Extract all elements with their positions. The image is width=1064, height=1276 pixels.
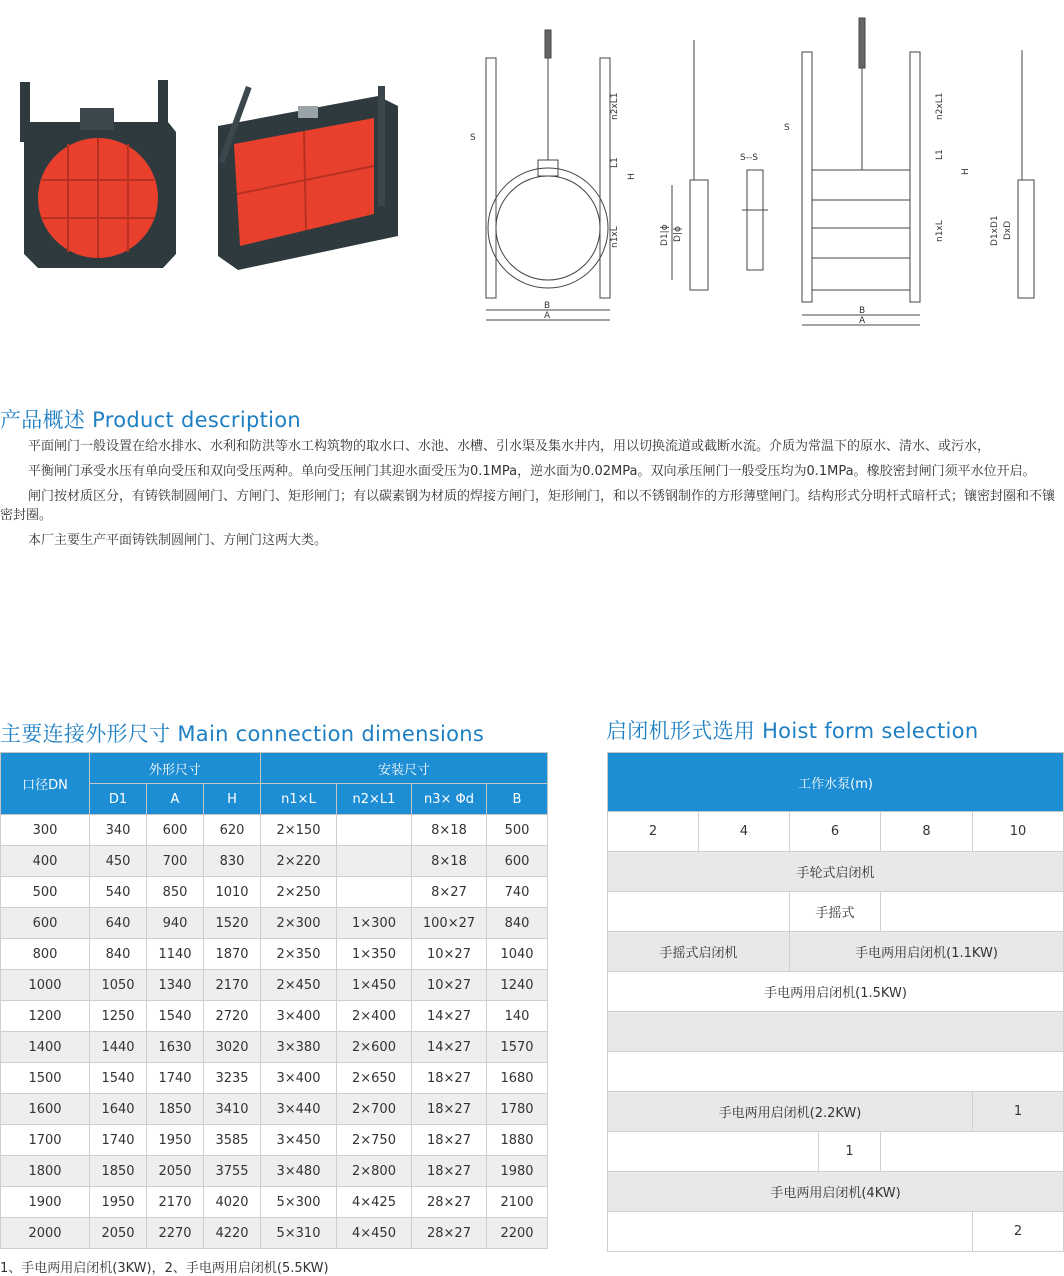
table-row [1,1032,548,1063]
table-row [1,1063,548,1094]
depth-cell: 2 [608,812,699,852]
product-description-body [0,437,1064,556]
table-cell: 1880 [487,1125,548,1156]
table-cell: 620 [204,815,261,846]
table-cell: 1440 [90,1032,147,1063]
table-cell: 1640 [90,1094,147,1125]
table-cell: 2×400 [337,1001,412,1032]
dim-n2xl1-label-1: n2xL1 [610,92,620,120]
dimensions-table-body [1,815,548,1249]
dim-dxd-label: DxD [1003,220,1013,240]
dim-l1-label-2: L1 [935,149,945,160]
s-marker-2: S [784,123,790,133]
table-cell: 1980 [487,1156,548,1187]
col-header: n3× Φd [412,784,487,815]
table-cell: 1780 [487,1094,548,1125]
dim-d-label: D|ϕ [673,226,683,242]
table-cell: 600 [487,846,548,877]
table-cell: 1870 [204,939,261,970]
table-cell: 2×600 [337,1032,412,1063]
table-cell: 8×18 [412,815,487,846]
section-view [742,170,768,270]
table-cell: 3755 [204,1156,261,1187]
dn-header: 口径DN [1,753,90,815]
table-row [1,1094,548,1125]
table-cell: 2170 [147,1187,204,1218]
hoist-dual-1-1kw: 手电两用启闭机(1.1KW) [790,932,1064,972]
table-cell: 940 [147,908,204,939]
depth-cell: 4 [699,812,790,852]
description-paragraph: 平衡闸门承受水压有单向受压和双向受压两种。单向受压闸门其迎水面受压为0.1MPa，逆水面为0.02MPa。双向承压闸门一般受压均为0.1MPa。橡胶密封闸门须平水位开启。 [28,464,1036,479]
table-cell: 1570 [487,1032,548,1063]
hoist-empty-cell [608,1212,973,1252]
dim-h-label-1: H [627,173,637,180]
table-row [1,815,548,846]
table-cell: 1800 [1,1156,90,1187]
table-cell: 18×27 [412,1063,487,1094]
gate-technical-drawing [462,10,1062,345]
table-cell: 700 [147,846,204,877]
table-cell: 300 [1,815,90,846]
table-cell: 140 [487,1001,548,1032]
table-row [1,1125,548,1156]
table-cell: 2200 [487,1218,548,1249]
table-cell: 1600 [1,1094,90,1125]
table-cell: 2×650 [337,1063,412,1094]
table-cell: 3020 [204,1032,261,1063]
table-cell: 1540 [147,1001,204,1032]
table-cell: 500 [1,877,90,908]
table-cell: 14×27 [412,1001,487,1032]
table-cell: 2×450 [261,970,337,1001]
depth-cell: 8 [881,812,973,852]
dimensions-table [0,752,548,1249]
hoist-empty-cell [608,1132,819,1172]
hoist-empty-cell [881,892,1064,932]
table-cell: 4020 [204,1187,261,1218]
table-cell: 3×440 [261,1094,337,1125]
table-cell: 1250 [90,1001,147,1032]
table-cell: 28×27 [412,1218,487,1249]
outline-dims-header: 外形尺寸 [90,753,261,784]
hoist-table [607,752,1064,1252]
col-header: H [204,784,261,815]
table-cell: 8×18 [412,846,487,877]
depth-cell: 6 [790,812,881,852]
table-cell: 14×27 [412,1032,487,1063]
table-row [1,970,548,1001]
table-cell: 1520 [204,908,261,939]
table-row [1,939,548,970]
table-cell: 2050 [90,1218,147,1249]
table-cell: 1400 [1,1032,90,1063]
dim-b-label-2: B [859,306,866,316]
table-cell: 5×300 [261,1187,337,1218]
dim-d1xd1-label: D1xD1 [990,215,1000,246]
table-row [1,877,548,908]
table-cell: 3×400 [261,1063,337,1094]
table-cell: 1×300 [337,908,412,939]
dim-b-label-1: B [544,301,551,311]
hoist-note-1: 1 [819,1132,881,1172]
table-cell: 1340 [147,970,204,1001]
table-cell: 18×27 [412,1125,487,1156]
table-cell: 2×750 [337,1125,412,1156]
round-gate-elevation [486,30,610,320]
table-cell: 1540 [90,1063,147,1094]
dim-a-label-1: A [544,311,551,321]
hoist-empty-row [608,1052,1064,1092]
table-cell: 3410 [204,1094,261,1125]
hoist-empty-cell [881,1132,1064,1172]
table-cell: 1740 [147,1063,204,1094]
col-header: D1 [90,784,147,815]
table-cell: 1740 [90,1125,147,1156]
table-cell: 2×220 [261,846,337,877]
square-gate-photo [198,86,410,270]
table-cell: 1010 [204,877,261,908]
table-cell: 1700 [1,1125,90,1156]
description-paragraph: 本厂主要生产平面铸铁制圆闸门、方闸门这两大类。 [28,533,328,548]
table-cell: 100×27 [412,908,487,939]
table-cell: 4×425 [337,1187,412,1218]
hoist-crank: 手摇式 [790,892,881,932]
table-cell: 500 [487,815,548,846]
table-cell: 2720 [204,1001,261,1032]
table-cell: 640 [90,908,147,939]
table-cell: 1140 [147,939,204,970]
table-cell: 8×27 [412,877,487,908]
hoist-dual-1-5kw: 手电两用启闭机(1.5KW) [608,972,1064,1012]
square-gate-side-view [1018,50,1034,298]
table-cell: 2×700 [337,1094,412,1125]
table-cell: 5×310 [261,1218,337,1249]
table-cell: 1630 [147,1032,204,1063]
table-row [1,1156,548,1187]
table-cell: 2×800 [337,1156,412,1187]
table-cell: 4220 [204,1218,261,1249]
product-description-title: 产品概述 Product description [0,408,302,432]
table-cell: 3×380 [261,1032,337,1063]
section-label: S--S [740,153,758,163]
table-cell: 18×27 [412,1094,487,1125]
table-cell: 1950 [90,1187,147,1218]
install-dims-header: 安装尺寸 [261,753,548,784]
table-cell: 450 [90,846,147,877]
table-cell: 3585 [204,1125,261,1156]
round-gate-side-view [672,40,708,290]
hoist-dual-4kw: 手电两用启闭机(4KW) [608,1172,1064,1212]
hoist-handwheel: 手轮式启闭机 [608,852,1064,892]
round-gate-photo [18,72,186,272]
table-cell: 3×450 [261,1125,337,1156]
s-marker-1: S [470,133,476,143]
table-cell: 840 [487,908,548,939]
table-cell: 4×450 [337,1218,412,1249]
table-cell: 600 [147,815,204,846]
dimensions-footnote: 1、手电两用启闭机(3KW)，2、手电两用启闭机(5.5KW) [0,1261,329,1276]
hoist-crank-hoist: 手摇式启闭机 [608,932,790,972]
water-depth-header: 工作水泵(m) [608,753,1064,812]
hoist-empty-cell [608,892,790,932]
table-cell: 2170 [204,970,261,1001]
table-cell: 830 [204,846,261,877]
square-gate-elevation [802,18,920,325]
table-cell: 340 [90,815,147,846]
table-cell: 18×27 [412,1156,487,1187]
dim-n1xl-label-2: n1xL [935,220,945,242]
depth-cell: 10 [973,812,1064,852]
description-paragraph: 平面闸门一般设置在给水排水、水利和防洪等水工构筑物的取水口、水池、水槽、引水渠及集水井内，用以切换流道或截断水流。介质为常温下的原水、清水、或污水， [28,439,991,454]
col-header: n2×L1 [337,784,412,815]
description-paragraph: 闸门按材质区分，有铸铁制圆闸门、方闸门、矩形闸门；有以碳素钢为材质的焊接方闸门，矩形闸门，和以不锈钢制作的方形薄壁闸门。结构形式分明杆式暗杆式；镶密封圈和不镶密封圈。 [0,489,1056,523]
table-cell: 2000 [1,1218,90,1249]
table-cell: 1×350 [337,939,412,970]
table-cell: 840 [90,939,147,970]
table-cell: 1900 [1,1187,90,1218]
table-cell: 28×27 [412,1187,487,1218]
table-row [1,908,548,939]
table-cell: 1950 [147,1125,204,1156]
table-row [1,1187,548,1218]
dim-d1-label: D1|ϕ [660,224,670,246]
table-cell: 1500 [1,1063,90,1094]
table-cell: 1680 [487,1063,548,1094]
table-cell: 3235 [204,1063,261,1094]
hoist-note-2: 2 [973,1212,1064,1252]
table-cell: 2×250 [261,877,337,908]
table-row [1,846,548,877]
dim-h-label-2: H [961,168,971,175]
table-cell: 1850 [147,1094,204,1125]
hoist-empty-row [608,1012,1064,1052]
dim-n1xl-label-1: n1xL [610,226,620,248]
table-cell: 3×480 [261,1156,337,1187]
table-cell [337,877,412,908]
table-cell: 1050 [90,970,147,1001]
table-cell: 2050 [147,1156,204,1187]
col-header: B [487,784,548,815]
col-header: n1×L [261,784,337,815]
table-cell: 2270 [147,1218,204,1249]
dim-a-label-2: A [859,316,866,326]
table-cell: 10×27 [412,970,487,1001]
table-cell: 1×450 [337,970,412,1001]
table-cell: 800 [1,939,90,970]
table-cell: 400 [1,846,90,877]
table-cell: 740 [487,877,548,908]
table-row [1,1218,548,1249]
dim-n2xl1-label-2: n2xL1 [935,92,945,120]
table-cell [337,815,412,846]
table-cell: 1850 [90,1156,147,1187]
table-cell: 2100 [487,1187,548,1218]
col-header: A [147,784,204,815]
table-cell: 2×150 [261,815,337,846]
table-row [1,1001,548,1032]
table-cell: 850 [147,877,204,908]
table-cell: 2×300 [261,908,337,939]
table-cell: 2×350 [261,939,337,970]
table-cell: 1240 [487,970,548,1001]
table-cell: 600 [1,908,90,939]
dimensions-title: 主要连接外形尺寸 Main connection dimensions [0,722,485,746]
table-cell: 3×400 [261,1001,337,1032]
hoist-title: 启闭机形式选用 Hoist form selection [606,719,979,743]
dim-l1-label-1: L1 [610,157,620,168]
table-cell: 540 [90,877,147,908]
hoist-note-1: 1 [973,1092,1064,1132]
table-cell: 10×27 [412,939,487,970]
hoist-dual-2-2kw: 手电两用启闭机(2.2KW) [608,1092,973,1132]
table-cell: 1040 [487,939,548,970]
table-cell [337,846,412,877]
table-cell: 1000 [1,970,90,1001]
table-cell: 1200 [1,1001,90,1032]
